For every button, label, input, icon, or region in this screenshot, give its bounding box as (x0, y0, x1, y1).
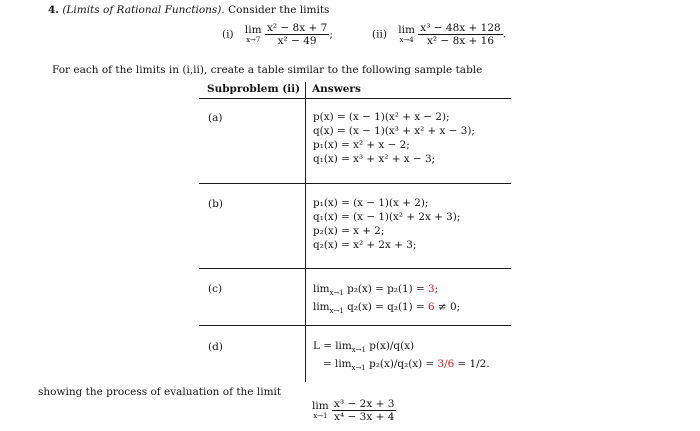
row-c-answers (313, 282, 460, 318)
answer-line: q₁(x) = x³ + x² + x − 3; (313, 153, 436, 165)
lim-sub: x→1 (329, 307, 344, 316)
lim-word: = lim (323, 358, 352, 371)
instruction-text: For each of the limits in (i,ii), create a table similar to the following sample table (52, 64, 483, 76)
row-b-label: (b) (208, 198, 223, 210)
expr-end: ≠ 0; (434, 301, 461, 314)
answer-line (313, 357, 490, 375)
lim-sub: x→7 (246, 36, 261, 44)
expr: p₂(x)/q₂(x) = (365, 358, 438, 371)
problem-number: 4. (48, 4, 59, 16)
problem-intro: Consider the limits (228, 4, 330, 16)
lim-word: lim (398, 24, 415, 36)
row-a-label: (a) (208, 112, 223, 124)
answer-line: p₂(x) = x + 2; (313, 225, 385, 237)
separator: ; (329, 28, 333, 41)
row-divider (199, 183, 511, 184)
expr: p₂(x) = p₂(1) = (343, 283, 429, 295)
limit-ii (372, 22, 506, 47)
limit-i-lim (245, 25, 262, 44)
header-subproblem: Subproblem (ii) (207, 83, 301, 95)
numerator: x³ − 48x + 128 (420, 22, 501, 34)
expr-end: ; (434, 283, 439, 295)
table-column-divider (305, 82, 306, 382)
footer-lim (312, 401, 329, 420)
row-a-answers (313, 110, 475, 166)
highlight-value: 3 (428, 283, 435, 295)
problem-title: (Limits of Rational Functions). (62, 4, 225, 16)
answer-line: p₁(x) = x² + x − 2; (313, 139, 410, 151)
answer-line (313, 300, 460, 318)
expr: q₂(x) = q₂(1) = (343, 301, 429, 314)
lim-word: lim (312, 400, 329, 412)
footer-fraction (332, 398, 396, 423)
lim-word: lim (244, 24, 262, 36)
lim-sub: x→1 (351, 346, 366, 355)
numerator: x² − 8x + 7 (266, 22, 328, 34)
answer-line: p₁(x) = (x − 1)(x + 2); (313, 197, 429, 209)
row-divider (199, 325, 511, 326)
answer-line (313, 339, 490, 357)
highlight-value: 3/6 (437, 358, 455, 371)
lim-sub: x→1 (329, 289, 344, 298)
answer-line: q(x) = (x − 1)(x³ + x² + x − 3); (313, 125, 475, 137)
expr: p(x)/q(x) (366, 340, 415, 352)
separator: . (502, 28, 507, 41)
limit-ii-fraction (418, 22, 502, 47)
answer-line: q₂(x) = x² + 2x + 3; (313, 239, 417, 251)
footer-limit (312, 398, 396, 423)
footer-text: showing the process of evaluation of the limit (38, 386, 282, 398)
denominator: x² − 49 (277, 35, 317, 47)
row-d-answers (313, 339, 490, 375)
expr-end: = 1/2. (454, 358, 490, 371)
numerator: x³ − 2x + 3 (334, 398, 395, 410)
lim-sub: x→4 (399, 36, 414, 44)
lim-word: lim (313, 301, 330, 314)
limit-i (222, 22, 333, 47)
answer-line (313, 282, 460, 300)
denominator: x⁴ − 3x + 4 (334, 411, 395, 423)
row-b-answers (313, 196, 460, 252)
highlight-value: 6 (428, 301, 435, 314)
row-c-label: (c) (208, 283, 223, 295)
limit-i-fraction (265, 22, 329, 47)
lim-word: L = lim (313, 340, 352, 352)
header-answers: Answers (312, 83, 361, 95)
problem-heading (48, 4, 329, 16)
limit-ii-label: (ii) (372, 28, 387, 41)
row-d-label: (d) (208, 341, 223, 353)
lim-sub: x→1 (313, 412, 328, 420)
lim-word: lim (313, 283, 330, 295)
answer-line: q₁(x) = (x − 1)(x² + 2x + 3); (313, 211, 461, 223)
limit-i-label: (i) (222, 28, 234, 41)
limit-ii-lim (398, 25, 415, 44)
denominator: x² − 8x + 16 (426, 35, 495, 47)
lim-sub: x→1 (351, 364, 366, 373)
table-header-rule (199, 98, 511, 99)
answer-line: p(x) = (x − 1)(x² + x − 2); (313, 111, 450, 123)
row-divider (199, 268, 511, 269)
